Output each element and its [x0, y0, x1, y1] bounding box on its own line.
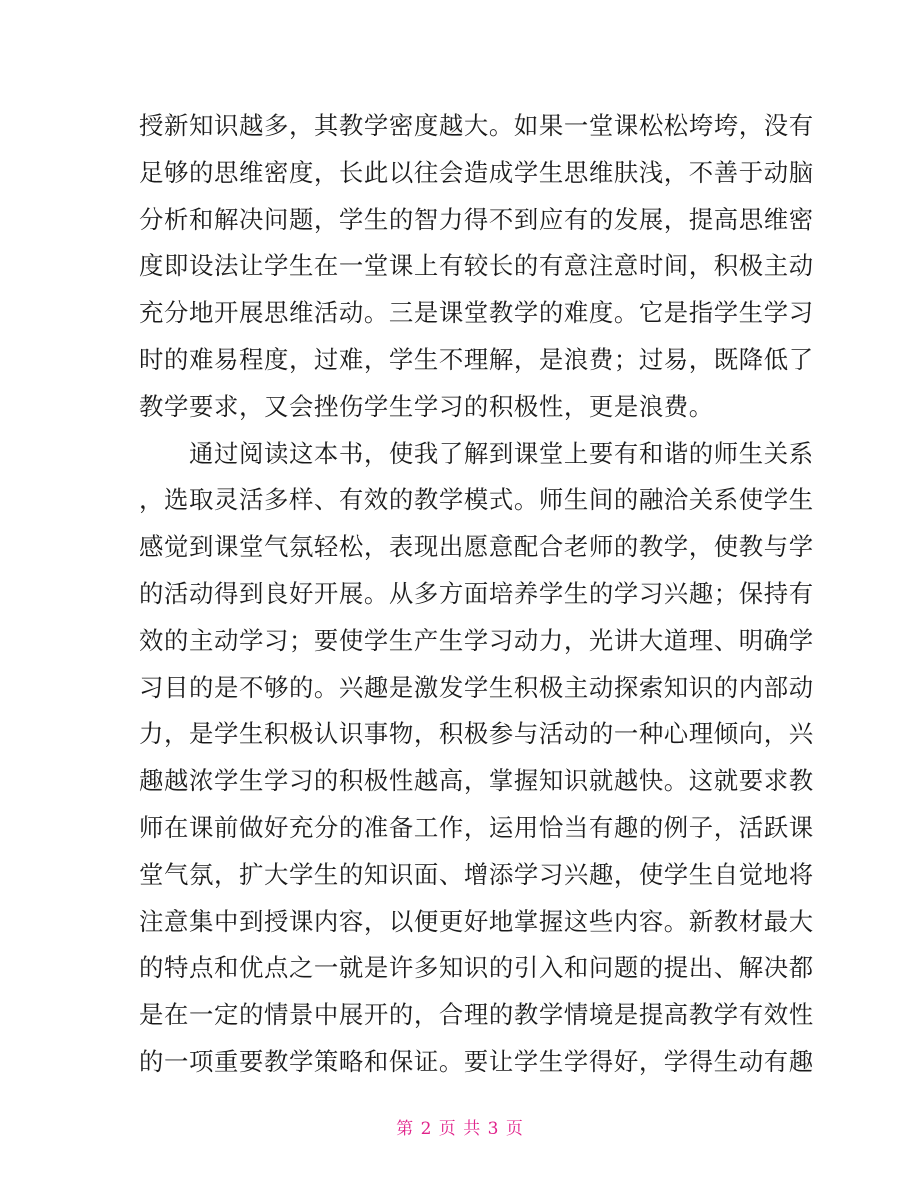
text-line: 力，是学生积极认识事物，积极参与活动的一种心理倾向，兴 — [139, 719, 814, 749]
text-line: 足够的思维密度，长此以往会造成学生思维肤浅，不善于动脑 — [139, 157, 814, 187]
text-line: 的一项重要教学策略和保证。要让学生学得好，学得生动有趣 — [139, 1046, 814, 1076]
text-line: 分析和解决问题，学生的智力得不到应有的发展，提高思维密 — [139, 204, 814, 234]
text-line: 教学要求，又会挫伤学生学习的积极性，更是浪费。 — [139, 391, 714, 421]
text-line: 时的难易程度，过难，学生不理解，是浪费；过易，既降低了 — [139, 344, 814, 374]
body-text — [139, 103, 814, 1086]
text-line: 堂气氛，扩大学生的知识面、增添学习兴趣，使学生自觉地将 — [139, 859, 814, 889]
text-line: 授新知识越多，其教学密度越大。如果一堂课松松垮垮，没有 — [139, 111, 814, 140]
text-line: ，选取灵活多样、有效的教学模式。师生间的融洽关系使学生 — [139, 485, 814, 515]
text-line: 习目的是不够的。兴趣是激发学生积极主动探索知识的内部动 — [139, 672, 814, 702]
text-line: 注意集中到授课内容，以便更好地掌握这些内容。新教材最大 — [139, 906, 814, 936]
text-line: 感觉到课堂气氛轻松，表现出愿意配合老师的教学，使教与学 — [139, 532, 814, 562]
text-line: 的特点和优点之一就是许多知识的引入和问题的提出、解决都 — [139, 953, 814, 983]
text-line: 效的主动学习；要使学生产生学习动力，光讲大道理、明确学 — [139, 625, 814, 655]
text-line: 度即设法让学生在一堂课上有较长的有意注意时间，积极主动 — [139, 251, 814, 281]
text-line: 充分地开展思维活动。三是课堂教学的难度。它是指学生学习 — [139, 298, 814, 328]
text-line: 趣越浓学生学习的积极性越高，掌握知识就越快。这就要求教 — [139, 766, 814, 796]
page-number-footer: 第 2 页 共 3 页 — [396, 1119, 524, 1139]
text-line: 师在课前做好充分的准备工作，运用恰当有趣的例子，活跃课 — [139, 812, 814, 842]
text-line: 的活动得到良好开展。从多方面培养学生的学习兴趣；保持有 — [139, 578, 814, 608]
text-line: 通过阅读这本书，使我了解到课堂上要有和谐的师生关系 — [139, 438, 814, 468]
text-line: 是在一定的情景中展开的，合理的教学情境是提高教学有效性 — [139, 1000, 814, 1030]
